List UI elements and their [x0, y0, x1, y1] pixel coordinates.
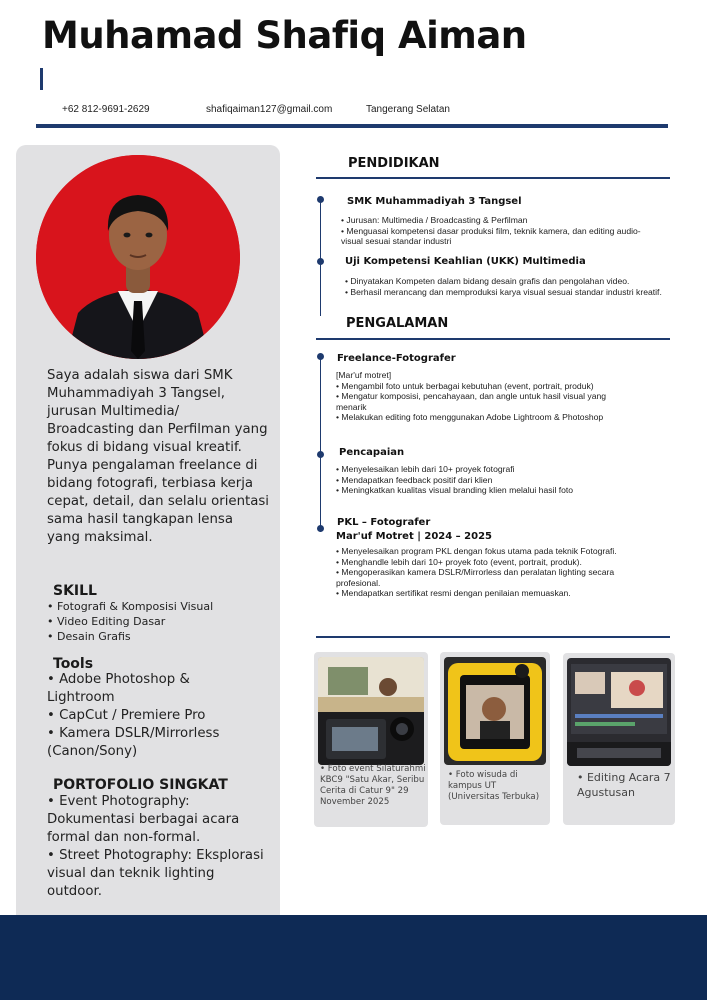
experience-timeline: [320, 356, 321, 532]
tool-item: • CapCut / Premiere Pro: [47, 708, 206, 723]
profile-photo: [36, 155, 240, 359]
about-me: Saya adalah siswa dari SMK Muhammadiyah 3 Tangsel, jurusan Multimedia/ Broadcasting dan Perfilman yang fokus di bidang visual kreatif. Punya pengalaman freelance di bidang fotografi, terbiasa kerja cepat, detail, dan selalu orientasi sama hasil tangkapan lensa yang maksimal.: [47, 368, 270, 545]
tools-list: [47, 671, 252, 761]
timeline-dot: [317, 525, 324, 532]
detail-line: • Menyelesaikan program PKL dengan fokus utama pada teknik Fotografi.: [336, 546, 617, 556]
detail-line: • Mendapatkan sertifikat resmi dengan penilaian memuaskan.: [336, 588, 571, 598]
job1-title: Freelance-Fotografer: [337, 353, 456, 364]
job2-details: [336, 546, 626, 599]
experience-divider: [316, 338, 670, 340]
header-divider: [36, 124, 668, 128]
achievement-details: [336, 464, 656, 496]
skill-heading: SKILL: [53, 583, 97, 599]
footer-band: [0, 915, 707, 1000]
email-address: shafiqaiman127@gmail.com: [206, 104, 333, 115]
portfolio-heading: PORTOFOLIO SINGKAT: [53, 777, 228, 793]
ukk-details: [345, 276, 675, 297]
detail-line: • Dinyatakan Kompeten dalam bidang desain grafis dan pengolahan video.: [345, 276, 630, 286]
job2-subtitle: Mar'uf Motret | 2024 – 2025: [336, 531, 492, 542]
portfolio-item: • Event Photography: Dokumentasi berbagai acara formal dan non-formal.: [47, 794, 240, 845]
achievement-title: Pencapaian: [339, 447, 405, 458]
experience-heading: PENGALAMAN: [346, 316, 449, 331]
skill-item: • Video Editing Dasar: [47, 615, 166, 628]
education-divider: [316, 177, 670, 179]
graduation-photo: [444, 657, 546, 765]
tools-heading: Tools: [53, 656, 94, 672]
skill-list: [47, 599, 213, 644]
detail-line: • Mengatur komposisi, pencahayaan, dan angle untuk hasil visual yang menarik: [336, 391, 607, 412]
gallery-card-event: [314, 652, 428, 827]
detail-line: • Mengambil foto untuk berbagai kebutuhan (event, portrait, produk): [336, 380, 594, 391]
tool-item: • Adobe Photoshop & Lightroom: [47, 672, 190, 705]
editing-caption: • Editing Acara 7 Agustusan: [577, 771, 671, 799]
portfolio-list: [47, 793, 272, 901]
timeline-dot: [317, 451, 324, 458]
graduation-caption: • Foto wisuda di kampus UT (Universitas Terbuka): [448, 770, 540, 802]
editing-photo: [567, 658, 671, 766]
school-details: [341, 215, 659, 247]
portrait-illustration: [36, 155, 240, 359]
education-heading: PENDIDIKAN: [348, 156, 440, 171]
skill-item: • Fotografi & Komposisi Visual: [47, 600, 214, 613]
tool-item: • Kamera DSLR/Mirrorless (Canon/Sony): [47, 726, 220, 759]
timeline-dot: [317, 196, 324, 203]
job2-title: PKL – Fotografer: [337, 517, 431, 528]
event-caption: • Foto event Silaturahmi KBC9 "Satu Akar, Seribu Cerita di Catur 9" 29 November 2025: [320, 764, 426, 807]
detail-line: • Meningkatkan kualitas visual branding klien melalui hasil foto: [336, 485, 574, 495]
detail-line: • Menguasai kompetensi dasar produksi film, teknik kamera, dan editing audio-visual sesuai standar industri: [341, 225, 641, 246]
portfolio-item: • Street Photography: Eksplorasi visual dan teknik lighting outdoor.: [47, 848, 264, 899]
gallery-card-graduation: [440, 652, 550, 825]
detail-line: • Mendapatkan feedback positif dari klien: [336, 474, 493, 485]
detail-line: • Menyelesaikan lebih dari 10+ proyek fotografi: [336, 464, 515, 474]
school-name: SMK Muhammadiyah 3 Tangsel: [347, 196, 522, 207]
job1-details: [336, 370, 636, 423]
job1-company: [Mar'uf motret]: [336, 370, 392, 380]
timeline-dot: [317, 258, 324, 265]
detail-line: • Mengoperasikan kamera DSLR/Mirrorless dan peralatan lighting secara profesional.: [336, 567, 615, 588]
gallery-card-editing: [563, 653, 675, 825]
full-name: Muhamad Shafiq Aiman: [42, 14, 527, 57]
gallery-divider: [316, 636, 670, 638]
event-photo: [318, 657, 424, 765]
location: Tangerang Selatan: [366, 104, 450, 115]
detail-line: • Berhasil merancang dan memproduksi karya visual sesuai standar industri kreatif.: [345, 286, 662, 297]
skill-item: • Desain Grafis: [47, 630, 131, 643]
phone-number: +62 812-9691-2629: [62, 104, 150, 115]
ukk-title: Uji Kompetensi Keahlian (UKK) Multimedia: [345, 256, 586, 267]
detail-line: • Melakukan editing foto menggunakan Adobe Lightroom & Photoshop: [336, 412, 604, 422]
detail-line: • Menghandle lebih dari 10+ proyek foto (event, portrait, produk).: [336, 556, 582, 567]
timeline-dot: [317, 353, 324, 360]
name-accent-bar: [40, 68, 43, 90]
detail-line: • Jurusan: Multimedia / Broadcasting & Perfilman: [341, 215, 528, 225]
